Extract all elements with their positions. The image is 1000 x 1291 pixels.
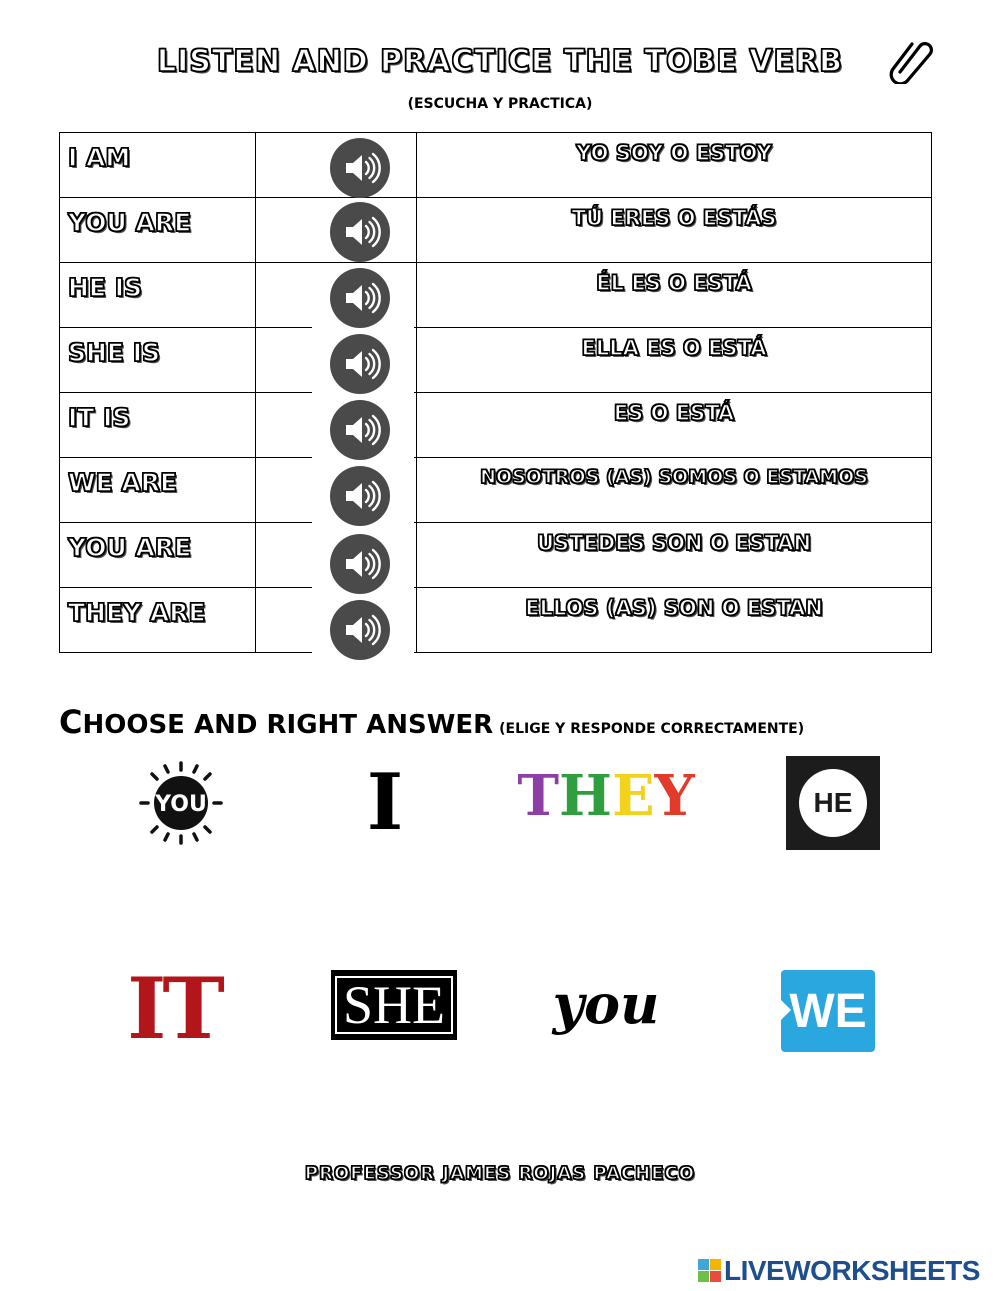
english-verb: HE IS — [68, 273, 143, 302]
play-audio-button-you-are[interactable] — [330, 202, 390, 262]
you-sun-label: YOU — [155, 792, 207, 817]
play-audio-button-she-is[interactable] — [330, 334, 390, 394]
page-title: LISTEN AND PRACTICE THE TOBE VERB — [157, 44, 843, 79]
speaker-icon — [330, 334, 390, 394]
they-letter: Y — [654, 763, 695, 829]
verb-table — [59, 132, 932, 653]
he-label: HE — [799, 769, 867, 837]
table-row — [60, 523, 932, 588]
option-you-script[interactable]: you — [552, 972, 660, 1036]
table-row — [60, 198, 932, 263]
spanish-translation: USTEDES SON O ESTAN — [536, 531, 812, 555]
option-it[interactable]: IT — [127, 958, 221, 1058]
table-row — [60, 458, 932, 523]
play-audio-button-we-are[interactable] — [330, 466, 390, 526]
play-audio-button-he-is[interactable] — [330, 268, 390, 328]
logo-mark-icon — [698, 1259, 722, 1283]
we-label: WE — [789, 984, 867, 1038]
english-verb: I AM — [68, 143, 131, 172]
option-he[interactable] — [786, 756, 880, 850]
liveworksheets-logo — [698, 1255, 980, 1287]
option-we[interactable] — [781, 970, 875, 1052]
we-notch — [781, 1000, 791, 1020]
play-audio-button-they-are[interactable] — [330, 600, 390, 660]
spanish-translation: TÚ ERES O ESTÁS — [571, 206, 777, 230]
paperclip-icon — [886, 34, 936, 84]
they-letter: T — [517, 763, 560, 829]
english-verb: YOU ARE — [68, 208, 192, 237]
speaker-icon — [330, 138, 390, 198]
spanish-translation: ELLOS (AS) SON O ESTAN — [525, 596, 823, 620]
table-row — [60, 588, 932, 653]
play-audio-button-you-are-plural[interactable] — [330, 534, 390, 594]
option-they[interactable] — [517, 763, 695, 829]
table-row — [60, 263, 932, 328]
choose-first-letter: C — [59, 703, 83, 741]
choose-heading-text: HOOSE AND RIGHT ANSWER — [82, 710, 494, 740]
english-verb: YOU ARE — [68, 533, 192, 562]
speaker-icon — [330, 400, 390, 460]
play-audio-button-i-am[interactable] — [330, 138, 390, 198]
table-row — [60, 133, 932, 198]
option-she[interactable] — [331, 970, 457, 1040]
english-verb: THEY ARE — [68, 598, 206, 627]
speaker-icon — [330, 202, 390, 262]
english-verb: SHE IS — [68, 338, 161, 367]
logo-text: LIVEWORKSHEETS — [724, 1255, 980, 1286]
spanish-translation: ÉL ES O ESTÁ — [596, 271, 752, 295]
choose-subheading: (ELIGE Y RESPONDE CORRECTAMENTE) — [499, 721, 805, 737]
table-row — [60, 393, 932, 458]
they-letter: H — [559, 763, 612, 829]
spanish-translation: ELLA ES O ESTÁ — [581, 336, 767, 360]
option-you-sun[interactable] — [138, 760, 224, 846]
speaker-icon — [330, 534, 390, 594]
spanish-translation: YO SOY O ESTOY — [576, 141, 772, 165]
english-verb: IT IS — [68, 403, 131, 432]
option-i[interactable]: I — [366, 756, 404, 848]
speaker-icon — [330, 466, 390, 526]
sun-icon — [138, 760, 224, 846]
author-credit: PROFESSOR JAMES ROJAS PACHECO — [304, 1163, 696, 1184]
spanish-translation: ES O ESTÁ — [613, 401, 735, 425]
choose-heading — [59, 703, 804, 741]
page-subtitle: (ESCUCHA Y PRACTICA) — [407, 96, 593, 112]
spanish-translation: NOSOTROS (AS) SOMOS O ESTAMOS — [480, 466, 868, 488]
play-audio-button-it-is[interactable] — [330, 400, 390, 460]
they-letter: E — [611, 763, 655, 829]
english-verb: WE ARE — [68, 468, 178, 497]
she-label: SHE — [335, 976, 453, 1034]
speaker-icon — [330, 600, 390, 660]
speaker-icon — [330, 268, 390, 328]
table-row — [60, 328, 932, 393]
